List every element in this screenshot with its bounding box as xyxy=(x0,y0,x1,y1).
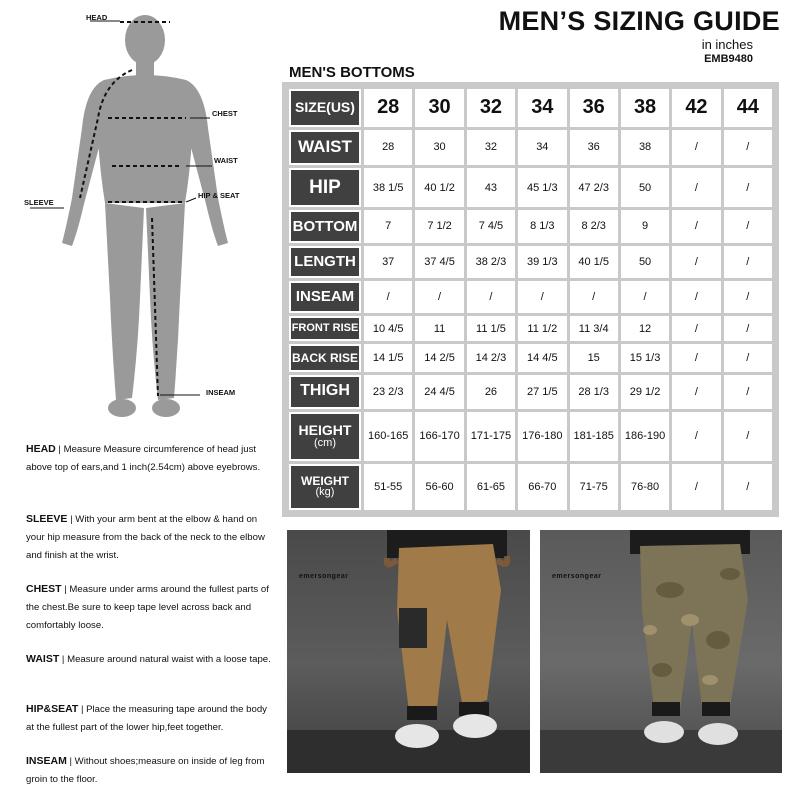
size-header-cell: 42 xyxy=(672,89,720,127)
size-cell: / xyxy=(724,210,772,242)
row-label xyxy=(291,346,359,369)
size-cell: 26 xyxy=(467,375,515,409)
size-cell: 51-55 xyxy=(364,464,412,510)
desc-text: With your arm bent at the elbow & hand on your hip measure from the back of the neck to the elbow and finish at the wrist. xyxy=(26,514,265,561)
size-chart xyxy=(282,82,779,517)
row-label-text: BOTTOM xyxy=(292,217,358,235)
desc-text: Measure around natural waist with a loose tape. xyxy=(67,654,271,665)
size-cell: / xyxy=(415,281,463,313)
row-label xyxy=(291,414,359,459)
size-cell: / xyxy=(570,281,618,313)
row-label-cell xyxy=(289,281,361,313)
size-cell: 28 xyxy=(364,130,412,166)
size-cell: / xyxy=(672,412,720,461)
size-cell: / xyxy=(672,316,720,341)
row-label-text: FRONT RISE xyxy=(291,322,359,334)
size-cell: 11 3/4 xyxy=(570,316,618,341)
model-number: EMB9480 xyxy=(704,53,753,65)
size-row xyxy=(289,412,772,461)
desc-term: CHEST xyxy=(26,583,62,595)
size-row xyxy=(289,130,772,166)
size-cell: 45 1/3 xyxy=(518,168,566,207)
size-cell: 8 1/3 xyxy=(518,210,566,242)
size-cell: 9 xyxy=(621,210,669,242)
size-cell: 23 2/3 xyxy=(364,375,412,409)
size-header-cell: 30 xyxy=(415,89,463,127)
size-cell: / xyxy=(672,344,720,371)
size-cell: 11 xyxy=(415,316,463,341)
size-cell: 40 1/2 xyxy=(415,168,463,207)
size-cell: 76-80 xyxy=(621,464,669,510)
size-header-cell: 32 xyxy=(467,89,515,127)
size-cell: 7 1/2 xyxy=(415,210,463,242)
size-cell: 11 1/2 xyxy=(518,316,566,341)
size-cell: 36 xyxy=(570,130,618,166)
row-label: SIZE(US) xyxy=(291,91,359,125)
size-row xyxy=(289,246,772,278)
size-cell: / xyxy=(518,281,566,313)
desc-term: INSEAM xyxy=(26,755,67,767)
size-cell: 28 1/3 xyxy=(570,375,618,409)
row-label xyxy=(291,377,359,407)
row-label xyxy=(291,248,359,276)
size-cell: / xyxy=(672,375,720,409)
size-cell: / xyxy=(672,210,720,242)
size-cell: 30 xyxy=(415,130,463,166)
size-cell: / xyxy=(724,412,772,461)
size-row xyxy=(289,316,772,341)
size-cell: 12 xyxy=(621,316,669,341)
size-cell: 40 1/5 xyxy=(570,246,618,278)
figure-label-waist: WAIST xyxy=(214,156,238,165)
size-cell: 14 4/5 xyxy=(518,344,566,371)
row-label-cell xyxy=(289,130,361,166)
size-cell: 47 2/3 xyxy=(570,168,618,207)
size-cell: 50 xyxy=(621,168,669,207)
size-cell: 32 xyxy=(467,130,515,166)
desc-inseam: INSEAM | Without shoes;measure on inside of leg from groin to the floor. xyxy=(26,755,265,785)
size-cell: 15 1/3 xyxy=(621,344,669,371)
size-cell: / xyxy=(724,281,772,313)
size-cell: / xyxy=(724,168,772,207)
product-photo-tan xyxy=(287,530,530,773)
size-cell: / xyxy=(724,344,772,371)
figure-label-hip-seat: HIP & SEAT xyxy=(198,191,240,200)
size-cell: 66-70 xyxy=(518,464,566,510)
figure-label-head: HEAD xyxy=(86,13,108,22)
row-label-text: BACK RISE xyxy=(291,350,358,365)
row-label xyxy=(291,170,359,205)
size-cell: 50 xyxy=(621,246,669,278)
size-header-cell: 34 xyxy=(518,89,566,127)
desc-text: Measure Measure circumference of head just above top of ears,and 1 inch(2.54cm) above eyebrows. xyxy=(26,444,261,473)
size-header-cell: 38 xyxy=(621,89,669,127)
row-label xyxy=(291,212,359,240)
size-cell: 171-175 xyxy=(467,412,515,461)
desc-term: WAIST xyxy=(26,653,60,665)
size-cell: / xyxy=(672,168,720,207)
desc-head: HEAD | Measure Measure circumference of head just above top of ears,and 1 inch(2.54cm) above eyebrows. xyxy=(26,443,261,473)
size-cell: 10 4/5 xyxy=(364,316,412,341)
row-label-text: WAIST xyxy=(298,137,352,157)
desc-term: HEAD xyxy=(26,443,56,455)
row-label-unit: (kg) xyxy=(315,486,335,499)
size-cell: 7 4/5 xyxy=(467,210,515,242)
size-row xyxy=(289,210,772,242)
brand-logo: emersongear xyxy=(552,573,602,580)
size-row xyxy=(289,464,772,510)
size-cell: / xyxy=(672,246,720,278)
size-cell: 11 1/5 xyxy=(467,316,515,341)
desc-text: Without shoes;measure on inside of leg from groin to the floor. xyxy=(26,756,265,785)
size-header-cell: 28 xyxy=(364,89,412,127)
size-cell: 181-185 xyxy=(570,412,618,461)
size-cell: 38 2/3 xyxy=(467,246,515,278)
row-label-text: LENGTH xyxy=(294,252,356,270)
row-label-text: HEIGHT xyxy=(298,422,352,439)
product-photo-camo xyxy=(540,530,782,773)
size-cell: 7 xyxy=(364,210,412,242)
row-label-cell xyxy=(289,464,361,510)
size-cell: / xyxy=(724,130,772,166)
pants-illustration xyxy=(540,530,782,773)
size-cell: 34 xyxy=(518,130,566,166)
size-cell: / xyxy=(724,375,772,409)
desc-chest: CHEST | Measure under arms around the fullest parts of the chest.Be sure to keep tape level across back and comfortably loose. xyxy=(26,583,269,631)
row-label-cell xyxy=(289,89,361,127)
size-cell: 38 1/5 xyxy=(364,168,412,207)
figure-label-sleeve: SLEEVE xyxy=(24,198,54,207)
size-cell: 186-190 xyxy=(621,412,669,461)
size-cell: 37 4/5 xyxy=(415,246,463,278)
size-cell: 24 4/5 xyxy=(415,375,463,409)
row-label-cell xyxy=(289,316,361,341)
size-cell: 29 1/2 xyxy=(621,375,669,409)
size-cell: 27 1/5 xyxy=(518,375,566,409)
row-label-unit: (cm) xyxy=(314,436,336,449)
size-cell: 71-75 xyxy=(570,464,618,510)
row-label-text: WEIGHT xyxy=(301,473,349,488)
row-label xyxy=(291,132,359,164)
size-cell: / xyxy=(724,246,772,278)
row-label-cell xyxy=(289,246,361,278)
size-row xyxy=(289,281,772,313)
row-label-cell xyxy=(289,344,361,371)
size-cell: 56-60 xyxy=(415,464,463,510)
size-cell: / xyxy=(672,281,720,313)
section-title: MEN'S BOTTOMS xyxy=(289,64,415,81)
unit-subtitle: in inches xyxy=(701,37,753,52)
size-header-cell: 44 xyxy=(724,89,772,127)
row-label xyxy=(291,318,359,339)
size-header-row xyxy=(289,89,772,127)
brand-logo: emersongear xyxy=(299,573,349,580)
body-silhouette xyxy=(20,8,270,438)
size-cell: 160-165 xyxy=(364,412,412,461)
row-label-cell xyxy=(289,412,361,461)
size-row xyxy=(289,375,772,409)
desc-text: Place the measuring tape around the body at the fullest part of the lower hip,feet together. xyxy=(26,704,267,733)
size-cell: / xyxy=(724,316,772,341)
size-row xyxy=(289,168,772,207)
size-cell: / xyxy=(467,281,515,313)
row-label xyxy=(291,466,359,508)
size-cell: / xyxy=(724,464,772,510)
page-title: MEN’S SIZING GUIDE xyxy=(498,6,780,36)
desc-term: HIP&SEAT xyxy=(26,703,79,715)
size-cell: 14 1/5 xyxy=(364,344,412,371)
size-cell: 61-65 xyxy=(467,464,515,510)
size-cell: / xyxy=(364,281,412,313)
size-cell: 15 xyxy=(570,344,618,371)
row-label-text: HIP xyxy=(309,176,341,198)
desc-sleeve: SLEEVE | With your arm bent at the elbow & hand on your hip measure from the back of the neck to the elbow and finish at the wrist. xyxy=(26,513,265,561)
size-cell: 8 2/3 xyxy=(570,210,618,242)
figure-label-chest: CHEST xyxy=(212,109,238,118)
size-cell: 166-170 xyxy=(415,412,463,461)
size-table xyxy=(286,86,775,513)
row-label-text: INSEAM xyxy=(295,288,355,306)
size-cell: 39 1/3 xyxy=(518,246,566,278)
pants-illustration xyxy=(287,530,530,773)
figure-label-inseam: INSEAM xyxy=(206,388,236,397)
row-label-cell xyxy=(289,210,361,242)
body-figure xyxy=(20,8,270,438)
size-cell: 14 2/5 xyxy=(415,344,463,371)
row-label-cell xyxy=(289,375,361,409)
size-cell: 43 xyxy=(467,168,515,207)
size-cell: / xyxy=(672,464,720,510)
size-cell: 37 xyxy=(364,246,412,278)
desc-waist: WAIST | Measure around natural waist with a loose tape. xyxy=(26,653,271,665)
size-cell: / xyxy=(621,281,669,313)
row-label-cell xyxy=(289,168,361,207)
row-label-text: THIGH xyxy=(300,382,350,400)
row-label xyxy=(291,283,359,311)
size-cell: 14 2/3 xyxy=(467,344,515,371)
desc-term: SLEEVE xyxy=(26,513,68,525)
size-cell: / xyxy=(672,130,720,166)
size-cell: 176-180 xyxy=(518,412,566,461)
size-header-cell: 36 xyxy=(570,89,618,127)
size-cell: 38 xyxy=(621,130,669,166)
size-row xyxy=(289,344,772,371)
desc-text: Measure under arms around the fullest parts of the chest.Be sure to keep tape level across back and comfortably loose. xyxy=(26,584,269,631)
desc-hip-seat: HIP&SEAT | Place the measuring tape around the body at the fullest part of the lower hip,feet together. xyxy=(26,703,267,733)
